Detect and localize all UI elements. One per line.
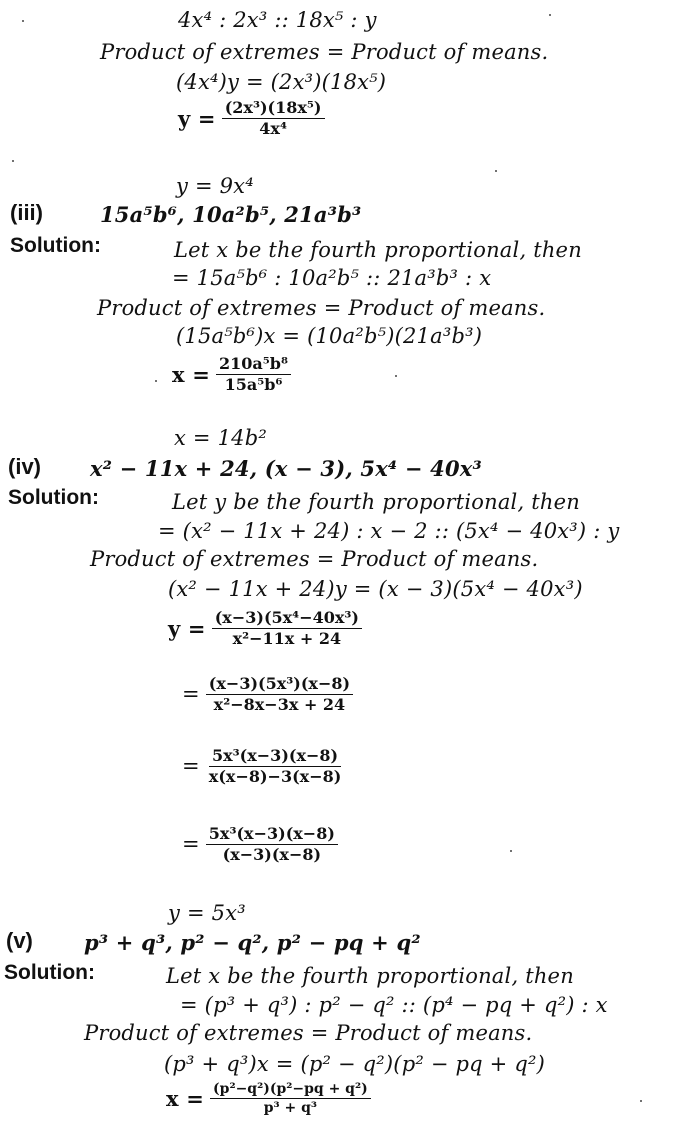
fraction-line-v — [166, 1082, 371, 1115]
equation-iv: (x² − 11x + 24)y = (x − 3)(5x⁴ − 40x³) — [168, 577, 583, 601]
fraction-step1 — [212, 610, 362, 647]
scan-speck — [395, 375, 397, 377]
solution-label-iii: Solution: — [10, 234, 101, 257]
solution-label-v: Solution: — [4, 961, 95, 984]
equation-ii: (4x⁴)y = (2x³)(18x⁵) — [176, 70, 387, 94]
numerator: 210a⁵b⁸ — [216, 356, 291, 375]
rule-ii: Product of extremes = Product of means. — [100, 40, 549, 64]
fraction-line-ii — [178, 100, 325, 137]
fraction-iii — [216, 356, 291, 393]
result-iii: x = 14b² — [174, 426, 267, 450]
denominator: x²−8x−3x + 24 — [213, 695, 346, 714]
equation-iii: (15a⁵b⁶)x = (10a²b⁵)(21a³b³) — [176, 324, 483, 348]
denominator: x²−11x + 24 — [232, 629, 342, 648]
equals-sign: = — [182, 682, 200, 706]
numerator: (2x³)(18x⁵) — [222, 100, 325, 119]
scan-speck — [22, 20, 24, 22]
part-label-iv: (iv) — [8, 454, 41, 479]
step3-line-iv — [182, 748, 344, 785]
numerator: (x−3)(5x⁴−40x³) — [212, 610, 362, 629]
y-lhs-iv: y = — [168, 616, 206, 641]
intro-v: Let x be the fourth proportional, then — [166, 964, 574, 988]
denominator: 4x⁴ — [259, 119, 287, 138]
denominator: (x−3)(x−8) — [222, 845, 322, 864]
intro-iv: Let y be the fourth proportional, then — [172, 490, 580, 514]
equation-v: (p³ + q³)x = (p² − q²)(p² − pq + q²) — [164, 1052, 545, 1076]
scan-speck — [510, 850, 512, 852]
y-lhs-ii: y = — [178, 106, 216, 131]
ratio-iv: = (x² − 11x + 24) : x − 2 :: (5x⁴ − 40x³) : y — [158, 519, 620, 543]
scan-speck — [12, 160, 14, 162]
fraction-v — [210, 1082, 371, 1115]
fraction-line-iii — [172, 356, 291, 393]
ratio-iii: = 15a⁵b⁶ : 10a²b⁵ :: 21a³b³ : x — [172, 266, 492, 290]
step1-line-iv — [168, 610, 362, 647]
equals-sign: = — [182, 832, 200, 856]
scan-speck — [495, 170, 497, 172]
numerator: 5x³(x−3)(x−8) — [206, 826, 338, 845]
scan-speck — [640, 1100, 642, 1102]
problem-iii: 15a⁵b⁶, 10a²b⁵, 21a³b³ — [100, 202, 362, 227]
scan-speck — [155, 380, 157, 382]
numerator: (x−3)(5x³)(x−8) — [206, 676, 353, 695]
step4-line-iv — [182, 826, 338, 863]
fraction-step3 — [206, 748, 345, 785]
fraction-ii — [222, 100, 325, 137]
ratio-ii: 4x⁴ : 2x³ :: 18x⁵ : y — [178, 8, 377, 32]
rule-iv: Product of extremes = Product of means. — [90, 547, 539, 571]
part-label-iii: (iii) — [10, 200, 43, 225]
intro-iii: Let x be the fourth proportional, then — [174, 238, 582, 262]
fraction-step2 — [206, 676, 353, 713]
rule-iii: Product of extremes = Product of means. — [97, 296, 546, 320]
denominator: x(x−8)−3(x−8) — [208, 767, 342, 786]
ratio-v: = (p³ + q³) : p² − q² :: (p⁴ − pq + q²) : x — [180, 993, 608, 1017]
denominator: 15a⁵b⁶ — [224, 375, 283, 394]
rule-v: Product of extremes = Product of means. — [84, 1021, 533, 1045]
result-iv: y = 5x³ — [168, 901, 246, 925]
x-lhs-v: x = — [166, 1086, 205, 1111]
part-label-v: (v) — [6, 928, 33, 953]
solution-label-iv: Solution: — [8, 486, 99, 509]
denominator: p³ + q³ — [263, 1100, 318, 1116]
fraction-step4 — [206, 826, 338, 863]
numerator: 5x³(x−3)(x−8) — [209, 748, 341, 767]
step2-line-iv — [182, 676, 353, 713]
problem-iv: x² − 11x + 24, (x − 3), 5x⁴ − 40x³ — [90, 456, 482, 481]
x-lhs-iii: x = — [172, 362, 211, 387]
equals-sign: = — [182, 754, 200, 778]
result-ii: y = 9x⁴ — [176, 174, 254, 198]
scan-speck — [549, 14, 551, 16]
numerator: (p²−q²)(p²−pq + q²) — [210, 1082, 371, 1099]
problem-v: p³ + q³, p² − q², p² − pq + q² — [84, 930, 421, 955]
